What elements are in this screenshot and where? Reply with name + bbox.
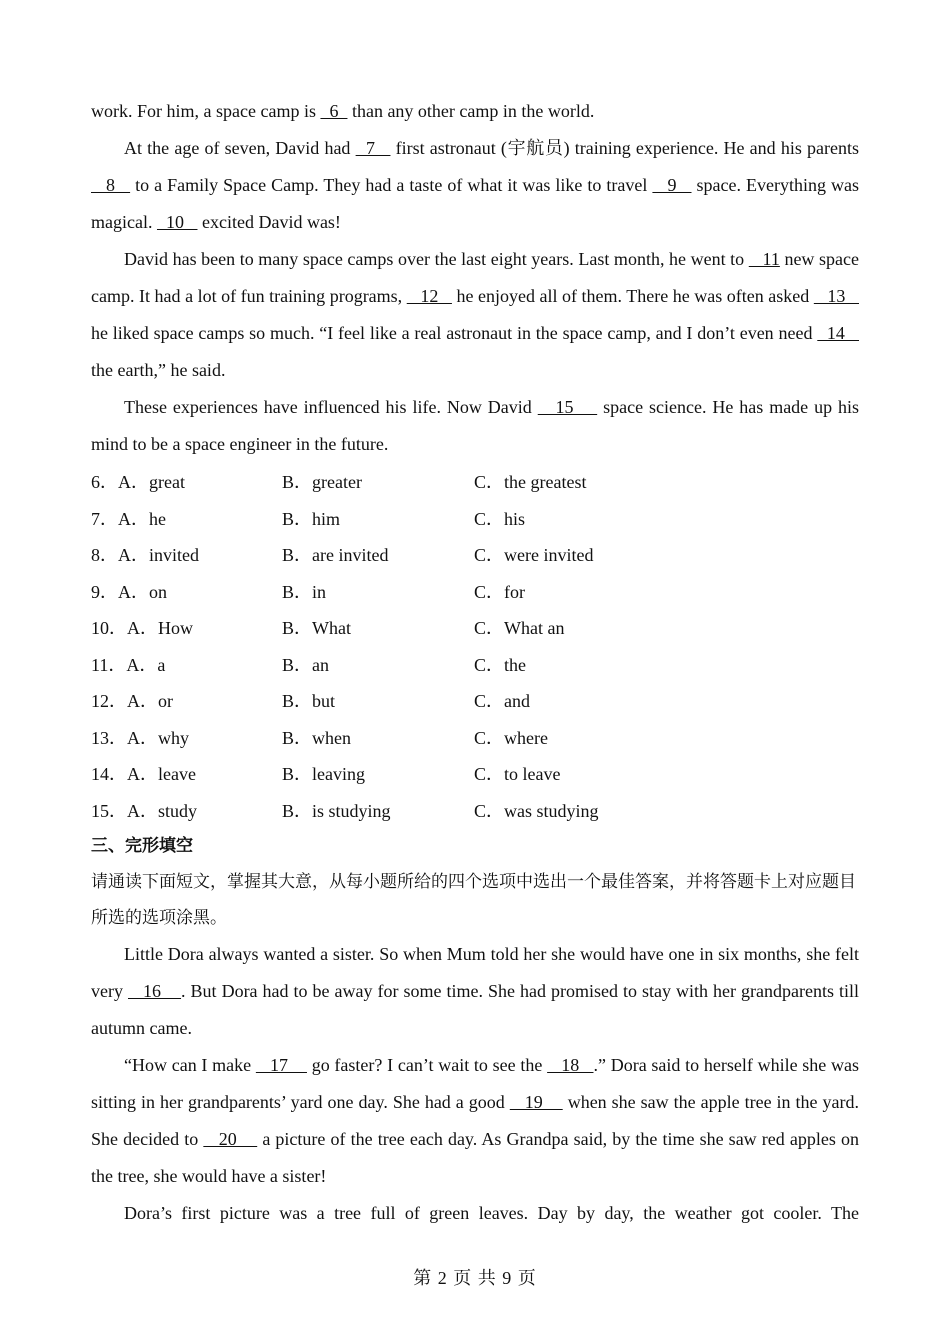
text-segment: .” Dora said to herself while she was sitting in her grandparents’ yard one day. She had a good [91, 1055, 860, 1112]
passage1-para3 [91, 241, 859, 389]
option-a-cell [91, 614, 282, 640]
text-segment: space. Everything was magical. [91, 175, 859, 232]
passage2-para1 [91, 936, 859, 1047]
question-number: 6． [91, 472, 118, 493]
option-a: A．on [118, 581, 167, 602]
text-segment: Little Dora always wanted a sister. So when Mum told her she would have one in six months, she felt very [91, 944, 859, 1001]
text-segment: than any other camp in the world. [347, 101, 595, 121]
question-number: 13． [91, 727, 127, 748]
passage1-para2 [91, 130, 859, 241]
text-segment: David has been to many space camps over the last eight years. Last month, he went to [124, 249, 749, 269]
answer-blank: 14 [817, 323, 859, 343]
question-number: 15． [91, 800, 127, 821]
text-segment: . But Dora had to be away for some time. She had promised to stay with her grandparents till autumn came. [91, 981, 860, 1038]
passage2-para3 [91, 1195, 859, 1232]
option-c: C．were invited [474, 545, 594, 566]
question-number: 9． [91, 581, 118, 602]
text-segment: go faster? I can’t wait to see the [306, 1055, 548, 1075]
question-row [91, 609, 859, 646]
question-row [91, 646, 859, 683]
text-segment: he enjoyed all of them. There he was often asked [451, 286, 814, 306]
question-row [91, 500, 859, 537]
option-a: A．leave [127, 764, 196, 785]
question-row [91, 719, 859, 756]
question-row [91, 755, 859, 792]
text-segment: first astronaut (宇航员) training experience. He and his parents [390, 138, 859, 158]
answer-blank: 16 [128, 981, 182, 1001]
passage2-para2 [91, 1047, 859, 1195]
option-b: B．in [282, 581, 327, 602]
option-a-cell [91, 541, 282, 567]
option-a: A．How [127, 618, 193, 639]
text-segment: work. For him, a space camp is [91, 101, 321, 121]
question-row [91, 573, 859, 610]
option-b: B．greater [282, 472, 362, 493]
option-b: B．leaving [282, 764, 365, 785]
question-row [91, 536, 859, 573]
passage1-continued-line [91, 93, 859, 130]
answer-blank: 17 [255, 1055, 307, 1075]
option-a-cell [91, 724, 282, 750]
option-c: C．and [474, 691, 530, 712]
text-segment: new space camp. It had a lot of fun training programs, [91, 249, 859, 306]
option-a: A．he [118, 508, 166, 529]
option-b: B．is studying [282, 800, 391, 821]
option-a: A．great [118, 472, 185, 493]
option-a-cell [91, 651, 282, 677]
question-row [91, 682, 859, 719]
answer-blank: 15 [537, 397, 598, 417]
question-row [91, 463, 859, 500]
text-segment: a picture of the tree each day. As Grandpa said, by the time she saw red apples on the tree, she would have a sister! [91, 1129, 860, 1186]
question-number: 8． [91, 545, 118, 566]
option-a-cell [91, 760, 282, 786]
option-b: B．What [282, 618, 351, 639]
question-options-list [91, 463, 859, 828]
answer-blank: 8 [91, 175, 131, 195]
option-c: C．the [474, 654, 526, 675]
option-b: B．but [282, 691, 336, 712]
text-segment: to a Family Space Camp. They had a taste of what it was like to travel [130, 175, 653, 195]
option-a: A．invited [118, 545, 199, 566]
answer-blank: 12 [406, 286, 452, 306]
answer-blank: 7 [355, 138, 391, 158]
passage1-para4 [91, 389, 859, 463]
text-segment: At the age of seven, David had [124, 138, 356, 158]
text-segment: “How can I make [124, 1055, 256, 1075]
option-b: B．an [282, 654, 329, 675]
page-footer: 第 2 页 共 9 页 [413, 1268, 537, 1288]
option-b: B．are invited [282, 545, 389, 566]
option-a: A．or [127, 691, 173, 712]
option-a-cell [91, 505, 282, 531]
option-a: A．study [127, 800, 198, 821]
text-segment: These experiences have influenced his life. Now David [124, 397, 538, 417]
answer-blank: 9 [652, 175, 692, 195]
question-number: 7． [91, 508, 118, 529]
section-title: 三、完形填空 [91, 836, 193, 856]
question-number: 10． [91, 618, 127, 639]
option-a: A．why [127, 727, 189, 748]
option-a-cell [91, 687, 282, 713]
text-segment: space science. He has made up his mind to be a space engineer in the future. [91, 397, 860, 454]
answer-blank: 10 [156, 212, 198, 232]
document-page [91, 93, 859, 1232]
section-instruction: 请通读下面短文，掌握其大意，从每小题所给的四个选项中选出一个最佳答案，并将答题卡上对应题目所选的选项涂黑。 [91, 872, 856, 928]
answer-blank: 13 [813, 286, 859, 306]
option-c: C．for [474, 581, 525, 602]
answer-blank: 19 [509, 1092, 563, 1112]
option-c: C．his [474, 508, 526, 529]
text-segment: he liked space camps so much. “I feel like a real astronaut in the space camp, and I don’t even need [91, 323, 818, 343]
question-row [91, 792, 859, 829]
text-segment: the earth,” he said. [91, 360, 226, 380]
answer-blank: 11 [748, 249, 780, 269]
answer-blank: 18 [547, 1055, 594, 1075]
option-a-cell [91, 797, 282, 823]
question-number: 11． [91, 654, 127, 675]
option-a-cell [91, 578, 282, 604]
option-a: A．a [126, 654, 166, 675]
option-c: C．the greatest [474, 472, 587, 493]
question-number: 12． [91, 691, 127, 712]
option-b: B．him [282, 508, 341, 529]
option-a-cell [91, 468, 282, 494]
option-c: C．What an [474, 618, 565, 639]
answer-blank: 20 [203, 1129, 258, 1149]
blank-6: 6 [320, 101, 348, 121]
text-segment: when she saw the apple tree in the yard. She decided to [91, 1092, 859, 1149]
option-c: C．to leave [474, 764, 561, 785]
text-segment: Dora’s first picture was a tree full of green leaves. Day by day, the weather got cooler. The [124, 1203, 859, 1223]
option-c: C．where [474, 727, 548, 748]
option-c: C．was studying [474, 800, 599, 821]
text-segment: excited David was! [197, 212, 341, 232]
option-b: B．when [282, 727, 351, 748]
question-number: 14． [91, 764, 127, 785]
